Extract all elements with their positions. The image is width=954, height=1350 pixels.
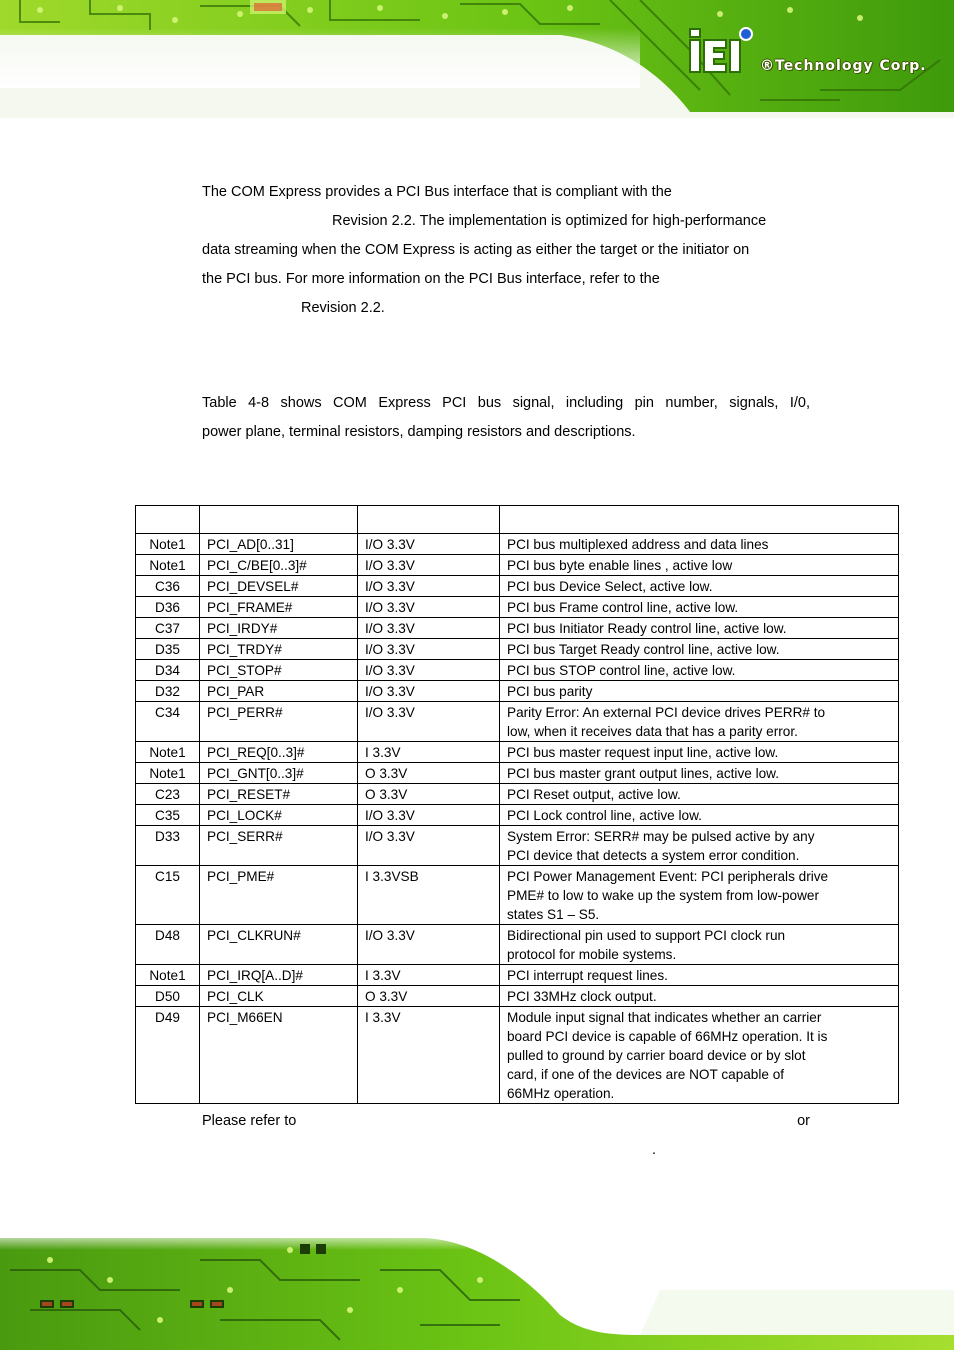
description-line: System Error: SERR# may be pulsed active by any [507,829,815,844]
intro-line-5-text: Revision 2.2. [301,300,385,316]
cell-signal: PCI_CLKRUN# [200,925,358,965]
description-line: PCI bus Target Ready control line, active low. [507,642,780,657]
description-line: PCI bus Frame control line, active low. [507,600,739,615]
cell-io: I/O 3.3V [358,618,500,639]
cell-signal: PCI_PAR [200,681,358,702]
cell-io: I/O 3.3V [358,660,500,681]
cell-io: O 3.3V [358,763,500,784]
intro-line-1: The COM Express provides a PCI Bus interface that is compliant with the [202,184,672,200]
cell-io: O 3.3V [358,784,500,805]
table-row [136,866,899,925]
description-line: pulled to ground by carrier board device or by slot [507,1048,806,1063]
cell-io: I/O 3.3V [358,925,500,965]
cell-io: I/O 3.3V [358,702,500,742]
circuit-board-footer-graphic [0,1230,954,1350]
cell-io: O 3.3V [358,986,500,1007]
intro-line-4: the PCI bus. For more information on the PCI Bus interface, refer to the [202,271,660,287]
cell-pin: C34 [136,702,200,742]
table-row [136,639,899,660]
cell-signal: PCI_DEVSEL# [200,576,358,597]
intro-line-2-text: Revision 2.2. The implementation is optimized for high-performance [332,213,767,229]
table-row [136,618,899,639]
cell-io: I 3.3VSB [358,866,500,925]
description-line: PCI Reset output, active low. [507,787,681,802]
iei-logo-icon [688,26,756,76]
cell-pin: Note1 [136,965,200,986]
header-cell-description [500,506,899,534]
cell-signal: PCI_PME# [200,866,358,925]
cell-description [500,1007,899,1104]
cell-description [500,639,899,660]
table-row [136,597,899,618]
description-line: Bidirectional pin used to support PCI clock run [507,928,786,943]
cell-pin: D50 [136,986,200,1007]
table-intro-line-1: Table 4-8 shows COM Express PCI bus signal, including pin number, signals, I/0, [202,395,810,411]
header-cell-signal [200,506,358,534]
cell-pin: C35 [136,805,200,826]
cell-pin: C15 [136,866,200,925]
cell-pin: Note1 [136,555,200,576]
cell-pin: D33 [136,826,200,866]
company-logo [688,26,950,82]
description-line: 66MHz operation. [507,1086,615,1101]
cell-io: I/O 3.3V [358,597,500,618]
footer-banner [0,1230,954,1350]
description-line: PCI Power Management Event: PCI peripherals drive [507,869,829,884]
pci-signal-table [135,505,899,1104]
cell-description [500,742,899,763]
cell-io: I/O 3.3V [358,639,500,660]
cell-description [500,534,899,555]
intro-paragraph [202,178,810,323]
cell-description [500,555,899,576]
description-line: Parity Error: An external PCI device drives PERR# to [507,705,826,720]
cell-pin: D49 [136,1007,200,1104]
cell-io: I/O 3.3V [358,555,500,576]
table-row [136,681,899,702]
description-line: low, when it receives data that has a parity error. [507,724,798,739]
table-row [136,660,899,681]
cell-signal: PCI_FRAME# [200,597,358,618]
header-cell-pin [136,506,200,534]
refer-text: Please refer to [202,1113,297,1129]
logo-tagline: ®Technology Corp. [760,58,927,74]
cell-pin: D48 [136,925,200,965]
header-banner [0,0,954,118]
cell-signal: PCI_M66EN [200,1007,358,1104]
intro-line-5 [202,294,810,323]
description-line: PCI bus byte enable lines , active low [507,558,733,573]
table-row [136,702,899,742]
cell-io: I/O 3.3V [358,576,500,597]
intro-line-3: data streaming when the COM Express is acting as either the target or the initiator on [202,242,750,258]
cell-signal: PCI_IRDY# [200,618,358,639]
intro-line-2 [202,207,810,236]
cell-pin: C37 [136,618,200,639]
cell-signal: PCI_TRDY# [200,639,358,660]
cell-pin: D34 [136,660,200,681]
description-line: Module input signal that indicates whether an carrier [507,1010,822,1025]
header-cell-io [358,506,500,534]
refer-or-text: or [797,1113,810,1129]
cell-description [500,925,899,965]
table-header-row [136,506,899,534]
table-row [136,1007,899,1104]
cell-pin: Note1 [136,742,200,763]
cell-io: I/O 3.3V [358,681,500,702]
table-body [136,534,899,1104]
refer-period: . [652,1142,657,1158]
cell-description [500,576,899,597]
cell-description [500,826,899,866]
cell-signal: PCI_LOCK# [200,805,358,826]
description-line: PCI device that detects a system error condition. [507,848,800,863]
table-row [136,555,899,576]
description-line: PCI bus Device Select, active low. [507,579,713,594]
description-line: protocol for mobile systems. [507,947,677,962]
cell-signal: PCI_REQ[0..3]# [200,742,358,763]
description-line: PCI bus multiplexed address and data lines [507,537,769,552]
description-line: PME# to low to wake up the system from low-power [507,888,820,903]
description-line: PCI bus Initiator Ready control line, active low. [507,621,787,636]
cell-description [500,866,899,925]
description-line: PCI bus STOP control line, active low. [507,663,736,678]
table-row [136,986,899,1007]
cell-signal: PCI_SERR# [200,826,358,866]
table-intro-line-2: power plane, terminal resistors, damping resistors and descriptions. [202,424,636,440]
cell-description [500,681,899,702]
cell-description [500,986,899,1007]
description-line: PCI bus parity [507,684,593,699]
table-intro-paragraph [202,389,810,447]
cell-io: I 3.3V [358,1007,500,1104]
cell-signal: PCI_CLK [200,986,358,1007]
cell-signal: PCI_RESET# [200,784,358,805]
table-row [136,826,899,866]
table-row [136,763,899,784]
cell-pin: C36 [136,576,200,597]
description-line: states S1 – S5. [507,907,600,922]
cell-description [500,763,899,784]
cell-io: I/O 3.3V [358,826,500,866]
table-row [136,805,899,826]
description-line: card, if one of the devices are NOT capable of [507,1067,785,1082]
cell-signal: PCI_STOP# [200,660,358,681]
table-row [136,784,899,805]
table-row [136,742,899,763]
cell-description [500,660,899,681]
cell-pin: D35 [136,639,200,660]
cell-pin: Note1 [136,534,200,555]
table-row [136,576,899,597]
refer-paragraph [202,1107,810,1165]
cell-pin: Note1 [136,763,200,784]
cell-signal: PCI_IRQ[A..D]# [200,965,358,986]
cell-signal: PCI_AD[0..31] [200,534,358,555]
description-line: PCI bus master grant output lines, active low. [507,766,780,781]
cell-io: I/O 3.3V [358,534,500,555]
cell-description [500,965,899,986]
cell-signal: PCI_GNT[0..3]# [200,763,358,784]
description-line: board PCI device is capable of 66MHz operation. It is [507,1029,828,1044]
table-row [136,925,899,965]
cell-signal: PCI_C/BE[0..3]# [200,555,358,576]
description-line: PCI interrupt request lines. [507,968,668,983]
cell-description [500,805,899,826]
description-line: PCI 33MHz clock output. [507,989,657,1004]
cell-io: I 3.3V [358,965,500,986]
table-row [136,965,899,986]
cell-io: I/O 3.3V [358,805,500,826]
cell-description [500,702,899,742]
cell-description [500,597,899,618]
description-line: PCI Lock control line, active low. [507,808,702,823]
table-row [136,534,899,555]
cell-description [500,784,899,805]
cell-pin: C23 [136,784,200,805]
description-line: PCI bus master request input line, active low. [507,745,779,760]
cell-io: I 3.3V [358,742,500,763]
cell-pin: D36 [136,597,200,618]
cell-pin: D32 [136,681,200,702]
cell-description [500,618,899,639]
cell-signal: PCI_PERR# [200,702,358,742]
